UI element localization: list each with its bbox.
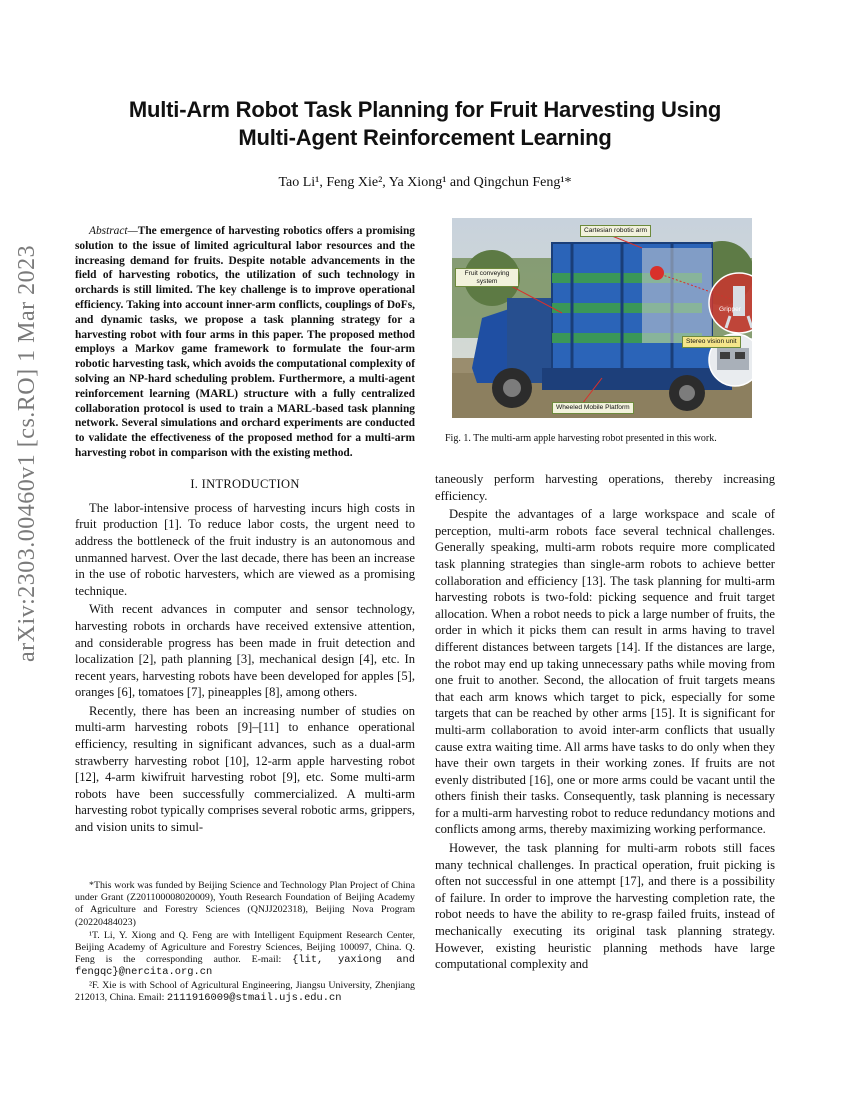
footnote-affiliation-1: ¹T. Li, Y. Xiong and Q. Feng are with Intelligent Equipment Research Center, Beijing Academy of Agriculture and Forestry Sciences, Beijing 100097, China. Q. Feng is the corresponding author. E-mail: {lit, yaxiong and fengqc}@nercita.org.cn <box>75 929 415 979</box>
left-column <box>75 224 415 836</box>
label-cartesian-arm: Cartesian robotic arm <box>580 225 651 237</box>
abstract-text: The emergence of harvesting robotics offers a promising solution to the issue of limited agricultural labor resources and the increasing demand for fruits. Despite notable advancements in the field of harvesting robotics, the utilization of such technology in orchards is still limited. The key challenge is to improve operational efficiency. Taking into account inner-arm conflicts, couplings of DoFs, and dynamic tasks, we propose a task planning strategy for a harvesting robot with four arms in this paper. The proposed method employs a Markov game framework to formulate the four-arm robotic harvesting task, which avoids the computational complexity of solving an NP-hard scheduling problem. Furthermore, a multi-agent reinforcement learning (MARL) structure with a fully centralized collaboration protocol is used to train a MARL-based task planning network. Several simulations and orchard experiments are conducted to validate the effectiveness of the proposed method for a multi-arm harvesting robot in comparison with the existing method. <box>75 225 415 459</box>
label-stereo-vision: Stereo vision unit <box>682 336 741 348</box>
intro-paragraph-3: Recently, there has been an increasing number of studies on multi-arm harvesting robots [9]–[11] to enhance operational efficiency, resulting in significant advances, such as a dual-arm strawberry harvesting robot [10], 12-arm apple harvesting robot [12], 4-arm kiwifruit harvesting robot [9], etc. Some multi-arm robots have been successfully commercialized. A multi-arm harvesting robot typically comprises several robotic arms, grippers, and vision units to simul- <box>75 703 415 835</box>
footnote-affiliation-2: ²F. Xie is with School of Agricultural Engineering, Jiangsu University, Zhenjiang 212013, China. Email: 2111916009@stmail.ujs.edu.cn <box>75 979 415 1004</box>
email-address: {lit, yaxiong and fengqc}@nercita.org.cn <box>75 954 415 979</box>
label-conveying-system: Fruit conveying system <box>455 268 519 287</box>
paper-title: Multi-Arm Robot Task Planning for Fruit Harvesting Using Multi-Agent Reinforcement Learning <box>128 97 722 150</box>
label-gripper: Gripper <box>719 306 741 313</box>
intro-paragraph-2: With recent advances in computer and sensor technology, harvesting robots in orchards have received extensive attention, and considerable progress has been made in fruit detection and localization [2], path planning [3], mechanical design [4], etc. In recent years, harvesting robots have been developed for apples [5], oranges [6], tomatoes [7], pineapples [8], among others. <box>75 602 415 700</box>
right-column <box>435 218 775 973</box>
robot-photo <box>452 218 752 418</box>
label-wheeled-platform: Wheeled Mobile Platform <box>552 402 634 414</box>
section-heading: I. INTRODUCTION <box>190 476 300 491</box>
figure-caption: Fig. 1. The multi-arm apple harvesting robot presented in this work. <box>445 433 717 444</box>
abstract <box>75 224 415 461</box>
intro-paragraph-1: The labor-intensive process of harvesting incurs high costs in fruit production [1]. To reduce labor costs, the urgent need to address the bottleneck of the fruit industry is an autonomous and unmanned harvest. Over the last decade, there has been an increase in the use of robotic harvesters, which are viewed as a promising technique. <box>75 500 415 598</box>
intro-paragraph-3-continued: taneously perform harvesting operations, thereby increasing efficiency. <box>435 472 775 503</box>
arxiv-identifier: arXiv:2303.00460v1 [cs.RO] 1 Mar 2023 <box>14 244 40 662</box>
footnote-funding: *This work was funded by Beijing Science and Technology Plan Project of China under Grant (Z201100008020009), Youth Research Foundation of Beijing Academy of Agriculture and Forestry Sciences (QNJJ202318), Beijing Nova Program (20220484023) <box>75 880 415 928</box>
intro-paragraph-5: However, the task planning for multi-arm robots still faces many technical challenges. In practical operation, fruit picking is often not successful in one attempt [17], and there is a possibility of failure. In order to improve the harvesting completion rate, the robot needs to have the ability to re-grasp failed fruits, instead of mechanically executing its original task planning strategy. However, existing heuristic planning methods have large computational complexity and <box>435 841 775 972</box>
robot-photo-figure <box>452 218 752 418</box>
footnotes <box>75 880 415 1004</box>
author-list: Tao Li¹, Feng Xie², Ya Xiong¹ and Qingchun Feng¹* <box>278 175 572 190</box>
abstract-label: Abstract— <box>89 225 138 237</box>
email-address: 2111916009@stmail.ujs.edu.cn <box>166 991 342 1004</box>
intro-paragraph-4: Despite the advantages of a large workspace and scale of perception, multi-arm robots face several technical challenges. Generally speaking, multi-arm robots require more complicated task planning strategies than single-arm robots to achieve better collaboration and efficiency [13]. The task planning for multi-arm harvesting robots is two-fold: picking sequence and fruit target allocation. When a robot needs to pick a large number of fruits, the order in which it picks them can result in arms having to travel different distances between targets [14]. If the distances are large, the robot may end up taking unnecessary paths while moving from one fruit to another. Second, the allocation of fruit targets means that each arm knows which target to pick, especially for some targets that can be reached by other arms [15]. It is significant for multi-arm collaboration to avoid inter-arm conflicts that usually cause extra waiting time. All arms have tasks to do only when they have their own targets in their working zones. If fruits are not evenly distributed [16], one or more arms could be vacant until the others finish their tasks. Consequently, task planning is necessary for a multi-arm harvesting robot to reduce redundancy motions and conflicts among arms, thereby maximizing working performance. <box>435 507 775 837</box>
